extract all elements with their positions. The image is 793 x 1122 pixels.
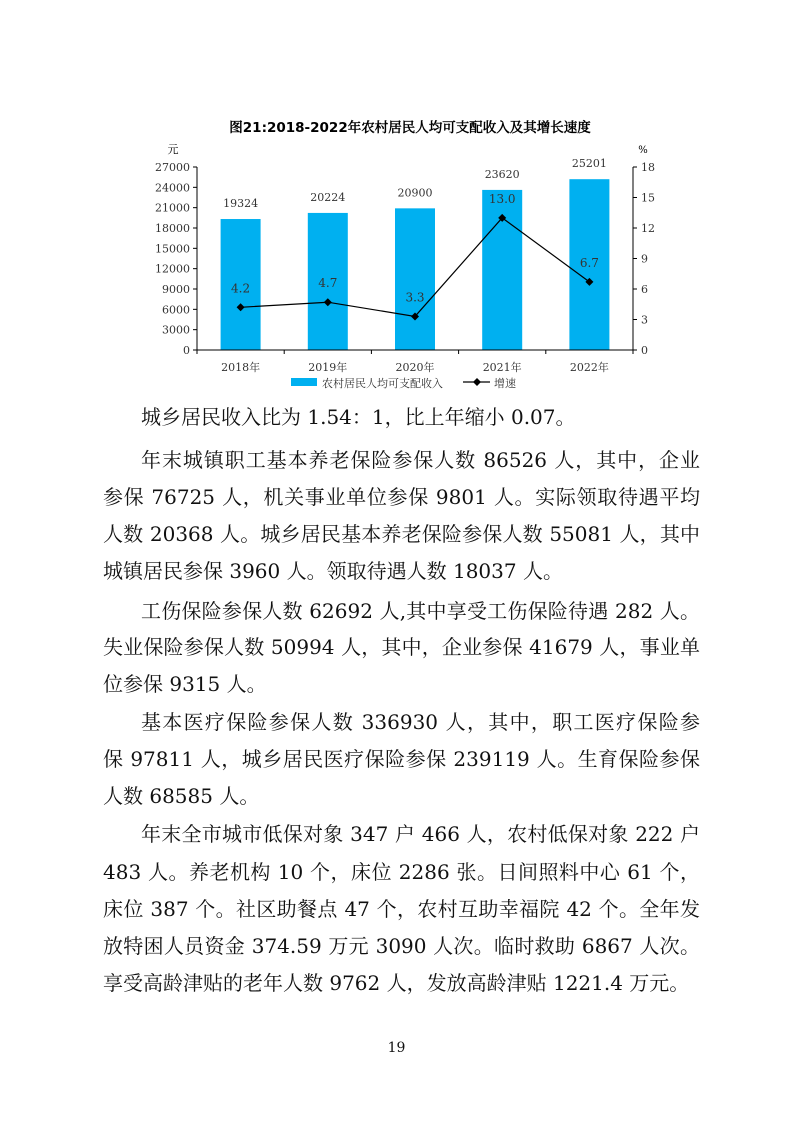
- x-tick-label: 2018年: [221, 361, 261, 374]
- right-tick-label: 15: [641, 191, 655, 205]
- bar-value-label: 20900: [397, 186, 433, 200]
- left-axis-unit: 元: [167, 143, 179, 156]
- left-tick-label: 15000: [155, 242, 190, 256]
- bar: [395, 208, 435, 350]
- right-tick-label: 0: [641, 344, 648, 357]
- x-tick-label: 2021年: [482, 361, 522, 374]
- x-tick-label: 2022年: [569, 361, 609, 374]
- body-text-line: 保 97811 人，城乡居民医疗保险参保 239119 人。生育保险参保: [103, 747, 700, 771]
- left-tick-label: 9000: [162, 283, 190, 296]
- x-tick-label: 2020年: [395, 361, 435, 374]
- body-text-line: 人数 68585 人。: [103, 784, 260, 808]
- body-text-line: 年末全市城市低保对象 347 户 466 人，农村低保对象 222 户: [141, 822, 700, 846]
- left-tick-label: 0: [183, 344, 190, 357]
- left-tick-label: 24000: [155, 181, 190, 195]
- left-tick-label: 3000: [162, 323, 190, 337]
- growth-value-label: 3.3: [405, 290, 425, 305]
- bar-value-label: 19324: [223, 197, 259, 211]
- bar-value-label: 20224: [310, 190, 346, 204]
- left-tick-label: 12000: [155, 262, 190, 276]
- x-tick-label: 2019年: [308, 361, 348, 374]
- left-tick-label: 21000: [155, 201, 190, 215]
- growth-value-label: 13.0: [488, 191, 516, 206]
- left-tick-label: 18000: [155, 222, 190, 235]
- body-text-line: 放特困人员资金 374.59 万元 3090 人次。临时救助 6867 人次。: [103, 934, 700, 958]
- left-tick-label: 6000: [162, 303, 190, 317]
- body-text-line: 床位 387 个。社区助餐点 47 个，农村互助幸福院 42 个。全年发: [103, 897, 700, 921]
- bar-value-label: 23620: [484, 167, 520, 181]
- left-tick-label: 27000: [155, 161, 190, 174]
- growth-value-label: 6.7: [579, 255, 599, 270]
- bar-value-label: 25201: [571, 157, 607, 171]
- body-text-line: 基本医疗保险参保人数 336930 人，其中，职工医疗保险参: [141, 710, 700, 734]
- right-axis-unit: %: [638, 145, 648, 156]
- legend-bar-label: 农村居民人均可支配收入: [322, 377, 443, 390]
- body-text-line: 享受高龄津贴的老年人数 9762 人，发放高龄津贴 1221.4 万元。: [103, 971, 690, 995]
- right-tick-label: 6: [641, 283, 648, 296]
- body-text-line: 人数 20368 人。城乡居民基本养老保险参保人数 55081 人，其中: [103, 522, 700, 546]
- income-growth-chart: [0, 0, 793, 400]
- chart-title: 图21:2018-2022年农村居民人均可支配收入及其增长速度: [229, 120, 591, 136]
- growth-value-label: 4.2: [231, 281, 251, 296]
- body-text-line: 城乡居民收入比为 1.54：1，比上年缩小 0.07。: [141, 405, 576, 429]
- legend-bar-swatch: [291, 378, 317, 386]
- right-tick-label: 18: [641, 161, 655, 174]
- growth-value-label: 4.7: [318, 276, 338, 291]
- body-text-line: 失业保险参保人数 50994 人，其中，企业参保 41679 人，事业单: [103, 635, 700, 659]
- page-number: 19: [387, 1040, 406, 1056]
- right-tick-label: 9: [641, 252, 648, 266]
- right-tick-label: 12: [641, 222, 655, 235]
- body-text-line: 城镇居民参保 3960 人。领取待遇人数 18037 人。: [103, 559, 563, 583]
- right-tick-label: 3: [641, 313, 648, 327]
- body-text-line: 位参保 9315 人。: [103, 672, 267, 696]
- body-text-line: 工伤保险参保人数 62692 人,其中享受工伤保险待遇 282 人。: [141, 599, 700, 623]
- legend-line-marker: [473, 378, 481, 386]
- legend-line-label: 增速: [494, 377, 516, 390]
- body-text-line: 483 人。养老机构 10 个，床位 2286 张。日间照料中心 61 个，: [103, 860, 700, 884]
- body-text-line: 参保 76725 人，机关事业单位参保 9801 人。实际领取待遇平均: [103, 485, 700, 509]
- body-text-line: 年末城镇职工基本养老保险参保人数 86526 人，其中，企业: [141, 448, 700, 472]
